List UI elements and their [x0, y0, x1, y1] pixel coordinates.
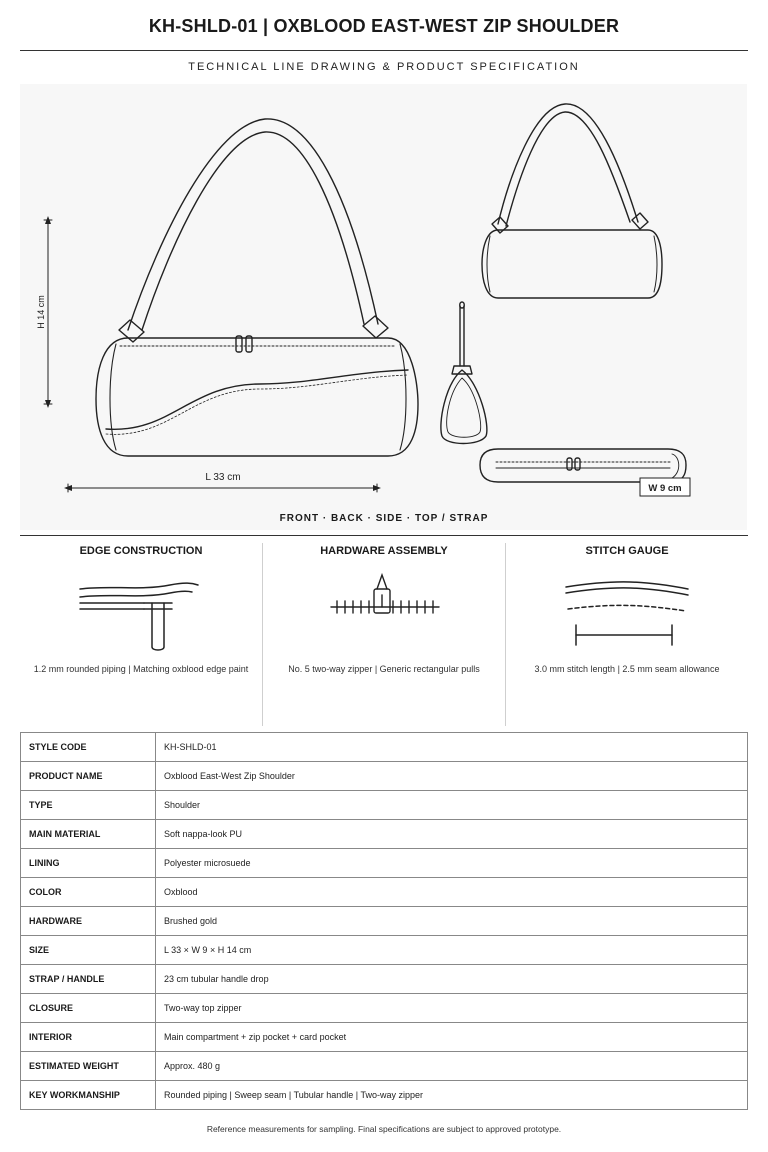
detail-title: EDGE CONSTRUCTION	[79, 545, 203, 557]
side-view-drawing	[441, 302, 487, 444]
spec-value: L 33 × W 9 × H 14 cm	[156, 936, 748, 965]
edge-piping-icon	[20, 567, 262, 657]
spec-key: SIZE	[21, 936, 156, 965]
detail-caption: 1.2 mm rounded piping | Matching oxblood edge paint	[33, 664, 249, 674]
views-label: FRONT · BACK · SIDE · TOP / STRAP	[279, 513, 489, 524]
table-row	[21, 791, 748, 820]
stitch-gauge-icon	[506, 567, 748, 657]
table-row	[21, 849, 748, 878]
table-row	[21, 820, 748, 849]
spec-value: Rounded piping | Sweep seam | Tubular handle | Two-way zipper	[156, 1081, 748, 1110]
table-row	[21, 936, 748, 965]
page-title: KH-SHLD-01 | OXBLOOD EAST-WEST ZIP SHOULDER	[148, 16, 620, 36]
spec-key: STYLE CODE	[21, 733, 156, 762]
table-row	[21, 1081, 748, 1110]
spec-value: Approx. 480 g	[156, 1052, 748, 1081]
detail-stitch-gauge	[506, 541, 748, 726]
footer-note: Reference measurements for sampling. Final specifications are subject to approved prototype.	[206, 1124, 562, 1134]
table-row	[21, 762, 748, 791]
spec-value: Shoulder	[156, 791, 748, 820]
spec-key: INTERIOR	[21, 1023, 156, 1052]
table-row	[21, 878, 748, 907]
table-row	[21, 733, 748, 762]
spec-value: KH-SHLD-01	[156, 733, 748, 762]
length-dimension-label: L 33 cm	[205, 472, 241, 483]
spec-key: LINING	[21, 849, 156, 878]
detail-caption: 3.0 mm stitch length | 2.5 mm seam allowance	[534, 664, 720, 674]
spec-key: HARDWARE	[21, 907, 156, 936]
table-row	[21, 1023, 748, 1052]
header-rule	[20, 50, 748, 51]
back-view-drawing	[482, 104, 662, 298]
detail-hardware-assembly	[263, 541, 505, 726]
specification-table	[20, 732, 748, 1110]
front-view-drawing	[96, 119, 418, 456]
table-row	[21, 1052, 748, 1081]
detail-caption: No. 5 two-way zipper | Generic rectangular pulls	[288, 664, 480, 674]
spec-value: Two-way top zipper	[156, 994, 748, 1023]
table-row	[21, 907, 748, 936]
spec-key: KEY WORKMANSHIP	[21, 1081, 156, 1110]
technical-drawing-panel	[20, 84, 747, 530]
spec-value: Main compartment + zip pocket + card pocket	[156, 1023, 748, 1052]
spec-value: Soft nappa-look PU	[156, 820, 748, 849]
page-subtitle: TECHNICAL LINE DRAWING & PRODUCT SPECIFICATION	[188, 61, 580, 73]
spec-value: 23 cm tubular handle drop	[156, 965, 748, 994]
detail-edge-construction	[20, 541, 262, 726]
spec-key: CLOSURE	[21, 994, 156, 1023]
spec-key: STRAP / HANDLE	[21, 965, 156, 994]
top-view-drawing	[480, 449, 686, 482]
spec-key: TYPE	[21, 791, 156, 820]
spec-value: Brushed gold	[156, 907, 748, 936]
spec-value: Oxblood	[156, 878, 748, 907]
detail-title: HARDWARE ASSEMBLY	[320, 545, 448, 557]
table-row	[21, 994, 748, 1023]
zipper-icon	[263, 567, 505, 657]
spec-key: COLOR	[21, 878, 156, 907]
spec-value: Polyester microsuede	[156, 849, 748, 878]
table-row	[21, 965, 748, 994]
spec-key: ESTIMATED WEIGHT	[21, 1052, 156, 1081]
section-rule	[20, 535, 748, 536]
spec-value: Oxblood East-West Zip Shoulder	[156, 762, 748, 791]
bag-line-drawing	[20, 84, 747, 530]
dimension-lines	[44, 220, 377, 492]
spec-key: MAIN MATERIAL	[21, 820, 156, 849]
width-dimension-label: W 9 cm	[648, 483, 682, 494]
height-dimension-label: H 14 cm	[36, 295, 46, 329]
spec-key: PRODUCT NAME	[21, 762, 156, 791]
detail-title: STITCH GAUGE	[585, 545, 669, 557]
